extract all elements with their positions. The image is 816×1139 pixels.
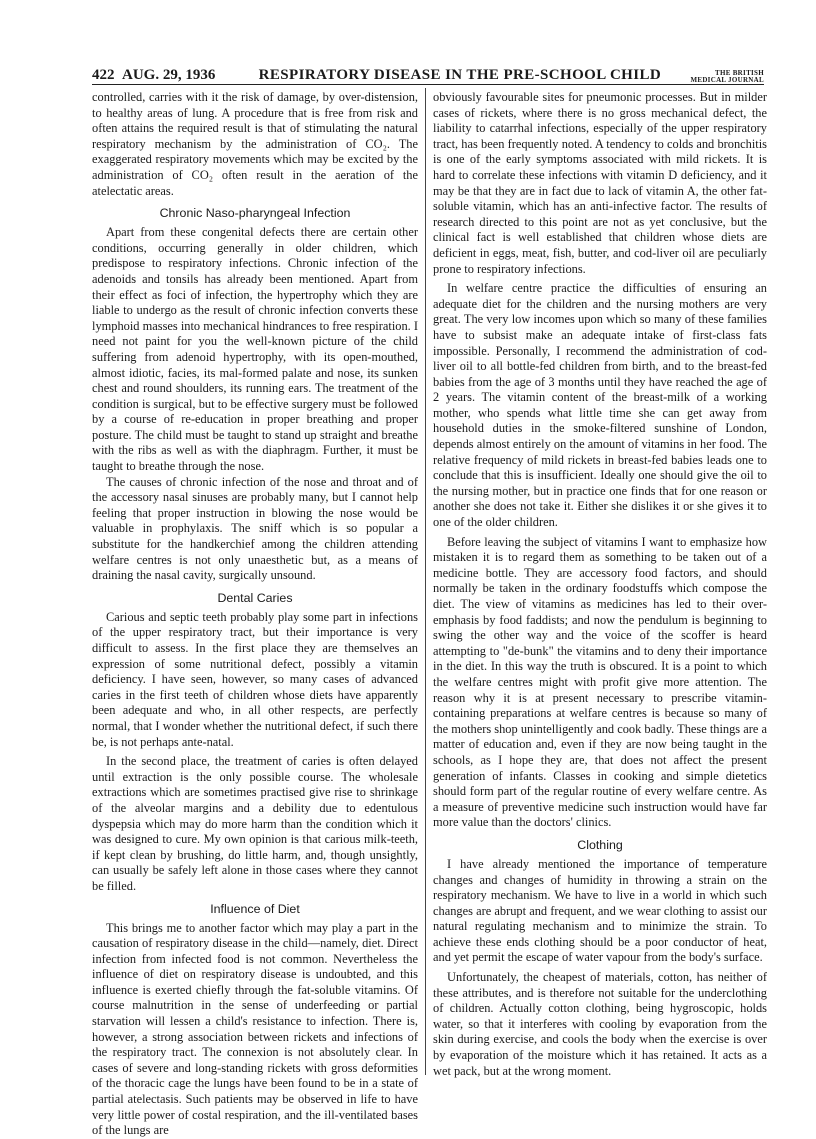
paragraph: Before leaving the subject of vitamins I want to emphasize how mistaken it is to regard them as something to be taken out of a medicine bottle. They are accessory food factors, and should normally be taken in the ordinary foodstuffs which compose the diet. The view of vitamins as medicines has led to their over-emphasis by food faddists; and now the pendulum is beginning to swing the other way and the voice of the scoffer is heard attempting to "de-bunk" the vitamins and to deny their importance in the diet. In this way the truth is obscured. It is a point to which the welfare centres might with profit give more attention. The reason why it is at present necessary to prescribe vitamin-containing preparations at welfare centres is because so many of the mothers shop unintelligently and cook badly. These things are a matter of education and, even if they are now being taught in the schools, as I hope they are, that does not affect the present generation of infants. Classes in cooking and simple dietetics should form part of the regular routine of every welfare centre. As a measure of preventive medicine such instruction would have far more value than the doctors' clinics. bbox=[433, 534, 767, 830]
paragraph: I have already mentioned the importance of temperature changes and changes of humidity in throwing a strain on the respiratory mechanism. We have to live in a world in which such changes are abrupt and frequent, and we wear clothing to assist our natural regulating mechanism and to minimize the strain. To achieve these ends clothing should be a poor conductor of heat, and yet permit the escape of water vapour from the body's surface. bbox=[433, 856, 767, 965]
paragraph: The causes of chronic infection of the nose and throat and of the accessory nasal sinuses are probably many, but I cannot help feeling that proper instruction in blowing the nose would be valuable in prophylaxis. The sniff which is so popular a substitute for the handkerchief among the children attending welfare centres is not only unaesthetic but, as a means of draining the nasal cavity, surgically unsound. bbox=[92, 474, 418, 583]
page-number: 422 bbox=[92, 67, 115, 83]
running-title: RESPIRATORY DISEASE IN THE PRE-SCHOOL CHILD bbox=[258, 67, 662, 83]
section-heading: Chronic Naso-pharyngeal Infection bbox=[159, 206, 351, 221]
section-heading: Clothing bbox=[577, 837, 623, 852]
journal-name-line1: THE BRITISH bbox=[714, 69, 764, 77]
section-heading: Influence of Diet bbox=[210, 901, 300, 916]
paragraph: This brings me to another factor which may play a part in the causation of respiratory disease in the child—namely, diet. Direct infection from infected food is not common. Nevertheless the influence of diet on respiratory disease is undoubted, and this influence is exerted chiefly through the fat-soluble vitamins. Of course malnutrition in the sense of underfeeding or partial starvation will lessen a child's resistance to infection. There is, however, a strong association between rickets and infections of the respiratory tract. The connexion is not absolutely clear. In cases of severe and long-standing rickets with gross deformities of the thoracic cage the lungs have been found to be in a state of partial atelectasis. Such patients may be observed in life to have very little power of costal respiration, and the ill-ventilated bases of the lungs are bbox=[92, 920, 418, 1138]
paragraph: In the second place, the treatment of caries is often delayed until extraction is the only possible course. The wholesale extractions which are sometimes practised give rise to shrinkage of the alveolar margins and a debility due to edentulous dyspepsia which may do more harm than the condition which it was designed to cure. My own opinion is that carious milk-teeth, if kept clean by brushing, do little harm, and, though unsightly, can usually be safely left alone in those cases where they cannot be filled. bbox=[92, 754, 418, 893]
paragraph: controlled, carries with it the risk of damage, by over-distension, to healthy areas of lung. A procedure that is free from risk and often attains the required result is that of stimulating the natural respiratory mechanism by the administration of CO₂. The exaggerated respiratory movements which may be excited by the administration of CO₂ often result in the aeration of the atelectatic areas. bbox=[92, 90, 418, 198]
page-number-and-date bbox=[92, 67, 215, 84]
journal-name-line2: MEDICAL JOURNAL bbox=[690, 76, 764, 84]
paragraph: Unfortunately, the cheapest of materials, cotton, has neither of these attributes, and is therefore not suitable for the underclothing of children. Actually cotton clothing, being hygroscopic, holds water, so that it interferes with cooling by evaporation from the skin during exercise, and cools the body when the exercise is over by evaporation of the moisture which it has retained. It acts as a wet pack, but at the wrong moment. bbox=[433, 970, 767, 1078]
issue-date: AUG. 29, 1936 bbox=[122, 67, 216, 83]
paragraph: Apart from these congenital defects there are certain other conditions, occurring generally in older children, which predispose to respiratory infections. Chronic infection of the adenoids and tonsils has already been mentioned. Apart from their effect as foci of infection, the hypertrophy which they are liable to undergo as the result of chronic infection converts these lymphoid masses into mechanical hindrances to free respiration. I need not paint for you the well-known picture of the child suffering from adenoid hypertrophy, with its open-mouthed, almost idiotic, facies, its mal-formed palate and nose, its sunken chest and round shoulders, its running ears. The treatment of the condition is surgical, but to be effective surgery must be followed by a course of re-education in proper breathing and proper posture. The child must be taught to stand up straight and breathe with the ribs as well as with the diaphragm. Further, it must be taught to breathe through the nose. bbox=[92, 225, 418, 474]
paragraph: obviously favourable sites for pneumonic processes. But in milder cases of rickets, where there is no gross mechanical defect, the liability to catarrhal infections, especially of the upper respiratory tract, has been frequently noted. A tendency to colds and bronchitis is one of the early symptoms associated with mild rickets. It is hard to correlate these infections with vitamin D deficiency, and it may be that they are in fact due to lack of vitamin A, the other fat-soluble vitamin, which has an anti-infective factor. The results of research directed to this point are not as yet conclusive, but the clinical fact is well established that children whose diets are deficient in eggs, meat, fish, butter, and cod-liver oil are peculiarly prone to respiratory infections. bbox=[433, 90, 767, 276]
paragraph: Carious and septic teeth probably play some part in infections of the upper respiratory tract, but their importance is very difficult to assess. In the first place they are themselves an expression of some nutritional defect, possibly a vitamin deficiency. I have seen, however, so many cases of advanced caries in the first teeth of children whose diets have apparently been adequate and who, in all other respects, are perfectly normal, that I wonder whether the nutritional defect, if such there be, is not perhaps ante-natal. bbox=[92, 609, 418, 749]
section-heading: Dental Caries bbox=[217, 590, 293, 605]
journal-name bbox=[690, 70, 764, 84]
running-header bbox=[92, 62, 764, 85]
right-column bbox=[433, 90, 767, 1078]
paragraph: In welfare centre practice the difficulties of ensuring an adequate diet for the children and the nursing mothers are very great. The very low incomes upon which so many of these families have to subsist make an adequate intake of first-class fats impossible. Personally, I recommend the administration of cod-liver oil to all bottle-fed children from birth, and to the breast-fed babies from the age of 3 months until they have reached the age of 2 years. The vitamin content of the breast-milk of a working mother, who spends what little time she can get away from household duties in the smoke-filtered sunshine of London, depends almost entirely on the amount of vitamins in her food. The relative frequency of mild rickets in breast-fed babies leads one to conclude that this is insufficient. Ideally one should give the oil to the nursing mother, but in practice one finds that for one reason or another she does not take it. Either she dislikes it or she gives it to one of the older children. bbox=[433, 281, 767, 530]
left-column bbox=[92, 90, 418, 1138]
column-divider bbox=[425, 88, 426, 1075]
